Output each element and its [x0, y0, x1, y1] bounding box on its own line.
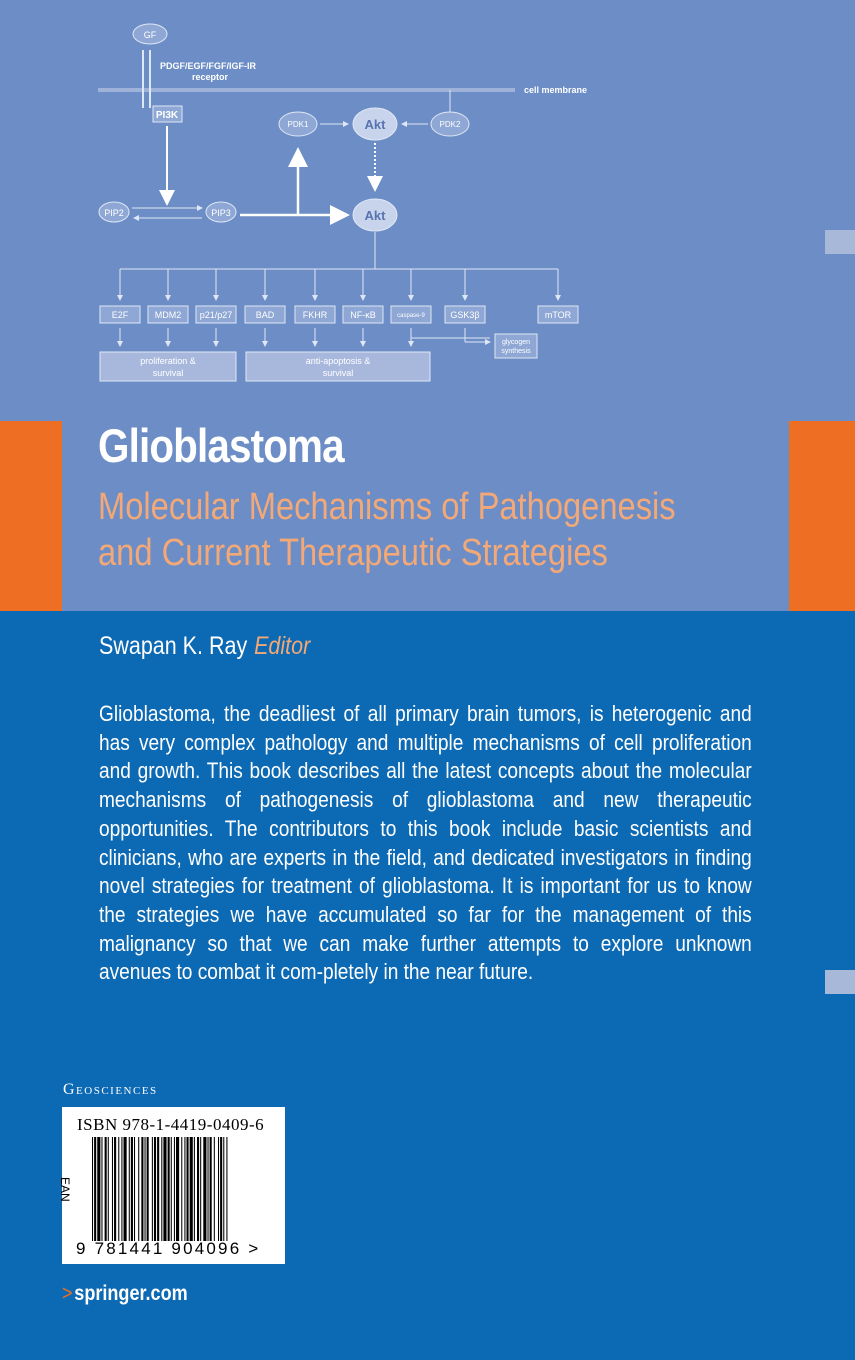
barcode-bar [220, 1137, 222, 1241]
ean-label: EAN [58, 1177, 72, 1202]
outcome2-line2: survival [322, 368, 354, 378]
editor-credit [99, 632, 310, 661]
akt-top-label: Akt [364, 117, 386, 132]
isbn-number: ISBN 978-1-4419-0409-6 [77, 1115, 265, 1134]
barcode-bar [112, 1137, 113, 1241]
barcode-bar [187, 1137, 189, 1241]
barcode-bar [163, 1137, 166, 1241]
barcode-bar [131, 1137, 133, 1241]
book-description: Glioblastoma, the deadliest of all primary brain tumors, is heterogenic and has very complex pathology and multiple mechanisms of cell proliferation and growth. This book describes all the latest concepts about the molecular mechanisms of pathogenesis of glioblastoma and new therapeutic opportunities. The contributors to this book include basic scientists and clinicians, who are experts in the field, and dedicated investigators in finding novel strategies for treatment of glioblastoma. It is important for us to know the strategies we have accumulated so far for the management of this malignancy so that we can make further attempts to explore unknown avenues to combat it com-pletely in the near future. [99, 701, 752, 985]
pi3k-label: PI3K [155, 110, 179, 121]
target-label-p21-p27: p21/p27 [199, 310, 233, 320]
barcode-bar [121, 1137, 122, 1241]
book-title: Glioblastoma [98, 419, 344, 472]
pip3-label: PIP3 [211, 208, 231, 218]
barcode-bar [174, 1137, 175, 1241]
target-label-gsk3b: GSK3β [450, 310, 480, 320]
barcode-bar [184, 1137, 185, 1241]
subtitle-line-1: Molecular Mechanisms of Pathogenesis [98, 486, 676, 528]
outcome1-line2: survival [152, 368, 184, 378]
right-accent-band [789, 421, 855, 611]
ean-digits: 9 781441 904096 > [76, 1239, 261, 1258]
barcode-bar [210, 1137, 212, 1241]
edge-tab-upper [825, 230, 855, 254]
membrane-label: cell membrane [524, 85, 588, 95]
barcode-bar [134, 1137, 135, 1241]
barcode-bar [161, 1137, 162, 1241]
target-label-mdm2: MDM2 [154, 310, 182, 320]
barcode-bar [223, 1137, 224, 1241]
subtitle-line-2: and Current Therapeutic Strategies [98, 532, 608, 574]
barcode-bar [194, 1137, 195, 1241]
outcome1-line1: proliferation & [140, 356, 196, 366]
pdk2-label: PDK2 [439, 120, 461, 129]
edge-tab-lower [825, 970, 855, 994]
akt-mid-label: Akt [364, 208, 386, 223]
barcode-bar [147, 1137, 149, 1241]
glycogen-label-line2: synthesis [501, 348, 531, 355]
barcode-bar [94, 1137, 96, 1241]
barcode-bar [197, 1137, 199, 1241]
barcode-bar [152, 1137, 153, 1241]
website-label: springer.com [74, 1282, 188, 1305]
barcode-bar [208, 1137, 209, 1241]
target-label-nfkb: NF-κB [350, 310, 376, 320]
series-label: Geosciences [63, 1081, 158, 1098]
gf-label: GF [143, 30, 157, 40]
barcode-bar [200, 1137, 201, 1241]
glycogen-label-line1: glycogen [501, 339, 531, 346]
pdk1-label: PDK1 [287, 120, 309, 129]
outcome2-line1: anti-apoptosis & [305, 356, 371, 366]
barcode-bar [141, 1137, 143, 1241]
barcode-bar [114, 1137, 116, 1241]
barcode-bar [138, 1137, 139, 1241]
target-label-mtor: mTOR [544, 310, 572, 320]
barcode-bar [218, 1137, 219, 1241]
barcode-bar [101, 1137, 102, 1241]
barcode-bar [118, 1137, 119, 1241]
barcode-bar [226, 1137, 227, 1241]
barcode-bar [168, 1137, 170, 1241]
editor-role: Editor [254, 632, 311, 660]
book-subtitle [98, 484, 676, 576]
target-label-fkhr: FKHR [302, 310, 328, 320]
publisher-website[interactable] [62, 1282, 188, 1306]
barcode-bar [154, 1137, 156, 1241]
barcode-bar [203, 1137, 206, 1241]
barcode-bar [105, 1137, 107, 1241]
signaling-pathway-diagram [90, 12, 610, 392]
barcode-bar [171, 1137, 172, 1241]
barcode-panel [58, 1107, 285, 1264]
left-accent-band [0, 421, 62, 611]
barcode-bar [214, 1137, 215, 1241]
target-label-bad: BAD [255, 310, 275, 320]
receptor-label-line2: receptor [192, 72, 229, 82]
chevron-right-icon: > [62, 1282, 73, 1305]
barcode-bar [97, 1137, 100, 1241]
barcode-bar [145, 1137, 146, 1241]
editor-name: Swapan K. Ray [99, 632, 248, 660]
barcode-bar [124, 1137, 127, 1241]
barcode-bars [92, 1137, 277, 1241]
target-label-caspase9: caspase-9 [397, 313, 425, 319]
barcode-bar [190, 1137, 193, 1241]
barcode-bar [108, 1137, 109, 1241]
barcode-bar [181, 1137, 182, 1241]
barcode-bar [129, 1137, 130, 1241]
pip2-label: PIP2 [104, 208, 124, 218]
barcode-bar [92, 1137, 93, 1241]
target-label-e2f: E2F [111, 310, 129, 320]
receptor-label-line1: PDGF/EGF/FGF/IGF-IR [160, 61, 256, 71]
barcode-bar [176, 1137, 179, 1241]
barcode-bar [157, 1137, 159, 1241]
